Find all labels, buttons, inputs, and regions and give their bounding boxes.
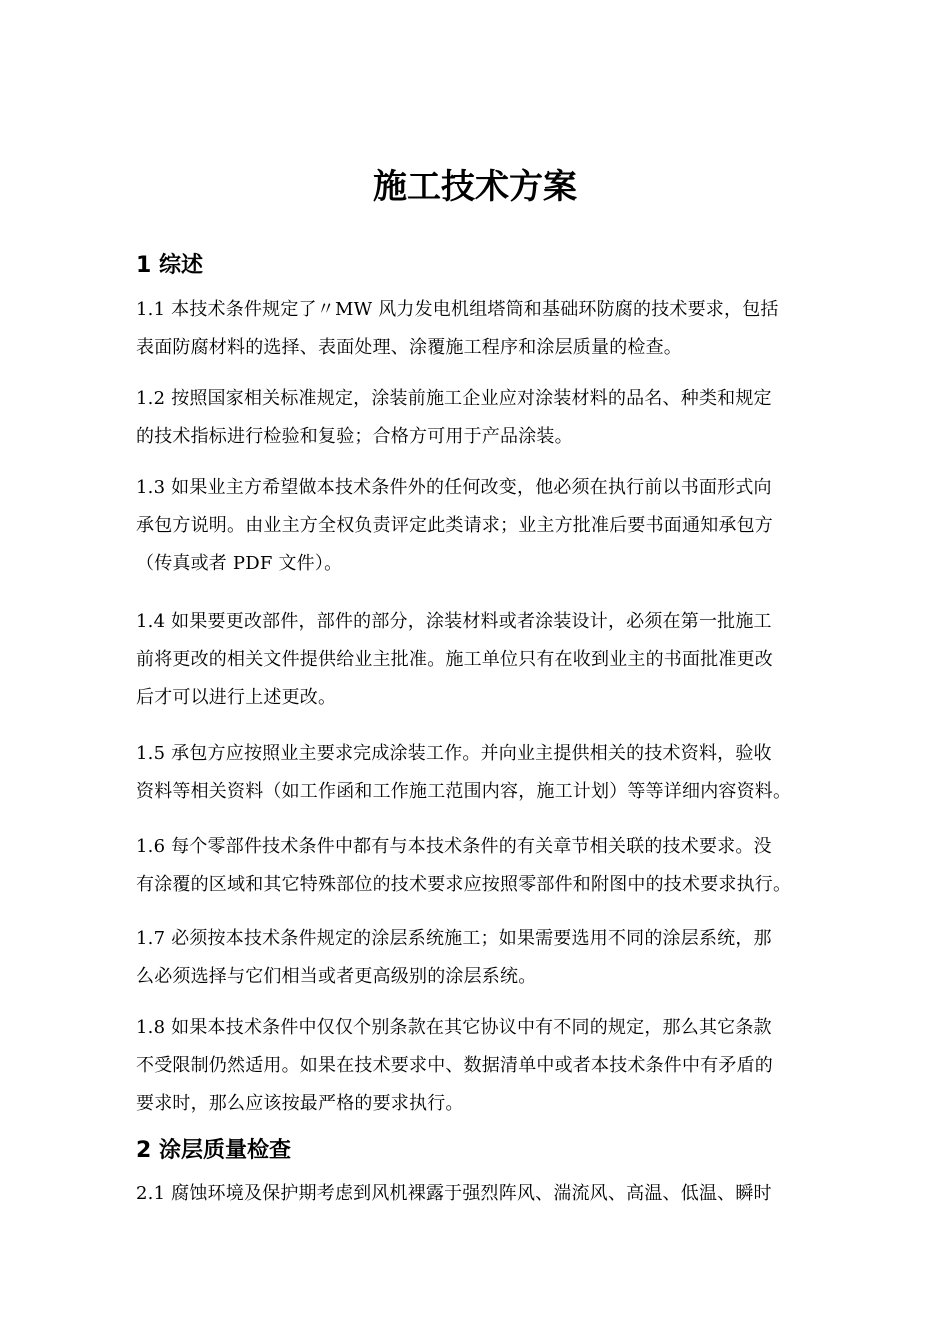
paragraph-line: 要求时，那么应该按最严格的要求执行。	[136, 1093, 464, 1114]
paragraph-line: 前将更改的相关文件提供给业主批准。施工单位只有在收到业主的书面批准更改	[136, 649, 773, 670]
paragraph-line: 承包方说明。由业主方全权负责评定此类请求；业主方批准后要书面通知承包方	[136, 515, 773, 536]
paragraph-line: 资料等相关资料（如工作函和工作施工范围内容，施工计划）等等详细内容资料。	[136, 781, 792, 802]
paragraph-line: 1.5 承包方应按照业主要求完成涂装工作。并向业主提供相关的技术资料，验收	[136, 743, 772, 764]
paragraph-1-2	[136, 380, 906, 456]
paragraph-line: 不受限制仍然适用。如果在技术要求中、数据清单中或者本技术条件中有矛盾的	[136, 1055, 773, 1076]
paragraph-line: 1.6 每个零部件技术条件中都有与本技术条件的有关章节相关联的技术要求。没	[136, 836, 772, 857]
document-title: 施工技术方案	[373, 167, 577, 207]
paragraph-line: 1.4 如果要更改部件，部件的部分，涂装材料或者涂装设计，必须在第一批施工	[136, 611, 772, 632]
paragraph-1-5	[136, 735, 906, 811]
paragraph-line: 1.1 本技术条件规定了〃MW 风力发电机组塔筒和基础环防腐的技术要求，包括	[136, 299, 779, 320]
section-heading-coating-quality: 2 涂层质量检查	[136, 1138, 291, 1163]
paragraph-1-8	[136, 1009, 906, 1123]
paragraph-line: 有涂覆的区域和其它特殊部位的技术要求应按照零部件和附图中的技术要求执行。	[136, 874, 792, 895]
paragraph-line: 1.8 如果本技术条件中仅仅个别条款在其它协议中有不同的规定，那么其它条款	[136, 1017, 772, 1038]
paragraph-2-1	[136, 1175, 906, 1213]
paragraph-line: （传真或者 PDF 文件）。	[136, 553, 343, 574]
paragraph-1-7	[136, 920, 906, 996]
paragraph-line: 1.2 按照国家相关标准规定，涂装前施工企业应对涂装材料的品名、种类和规定	[136, 388, 772, 409]
paragraph-1-4	[136, 603, 906, 717]
paragraph-line: 么必须选择与它们相当或者更高级别的涂层系统。	[136, 966, 537, 987]
section-heading-overview: 1 综述	[136, 253, 203, 278]
paragraph-line: 的技术指标进行检验和复验；合格方可用于产品涂装。	[136, 426, 573, 447]
paragraph-line: 2.1 腐蚀环境及保护期考虑到风机裸露于强烈阵风、湍流风、高温、低温、瞬时	[136, 1183, 772, 1204]
paragraph-1-6	[136, 828, 906, 904]
paragraph-line: 后才可以进行上述更改。	[136, 687, 337, 708]
paragraph-1-1	[136, 291, 906, 367]
paragraph-line: 1.3 如果业主方希望做本技术条件外的任何改变，他必须在执行前以书面形式向	[136, 477, 772, 498]
paragraph-line: 表面防腐材料的选择、表面处理、涂覆施工程序和涂层质量的检查。	[136, 337, 682, 358]
paragraph-1-3	[136, 469, 906, 583]
paragraph-line: 1.7 必须按本技术条件规定的涂层系统施工；如果需要选用不同的涂层系统，那	[136, 928, 772, 949]
